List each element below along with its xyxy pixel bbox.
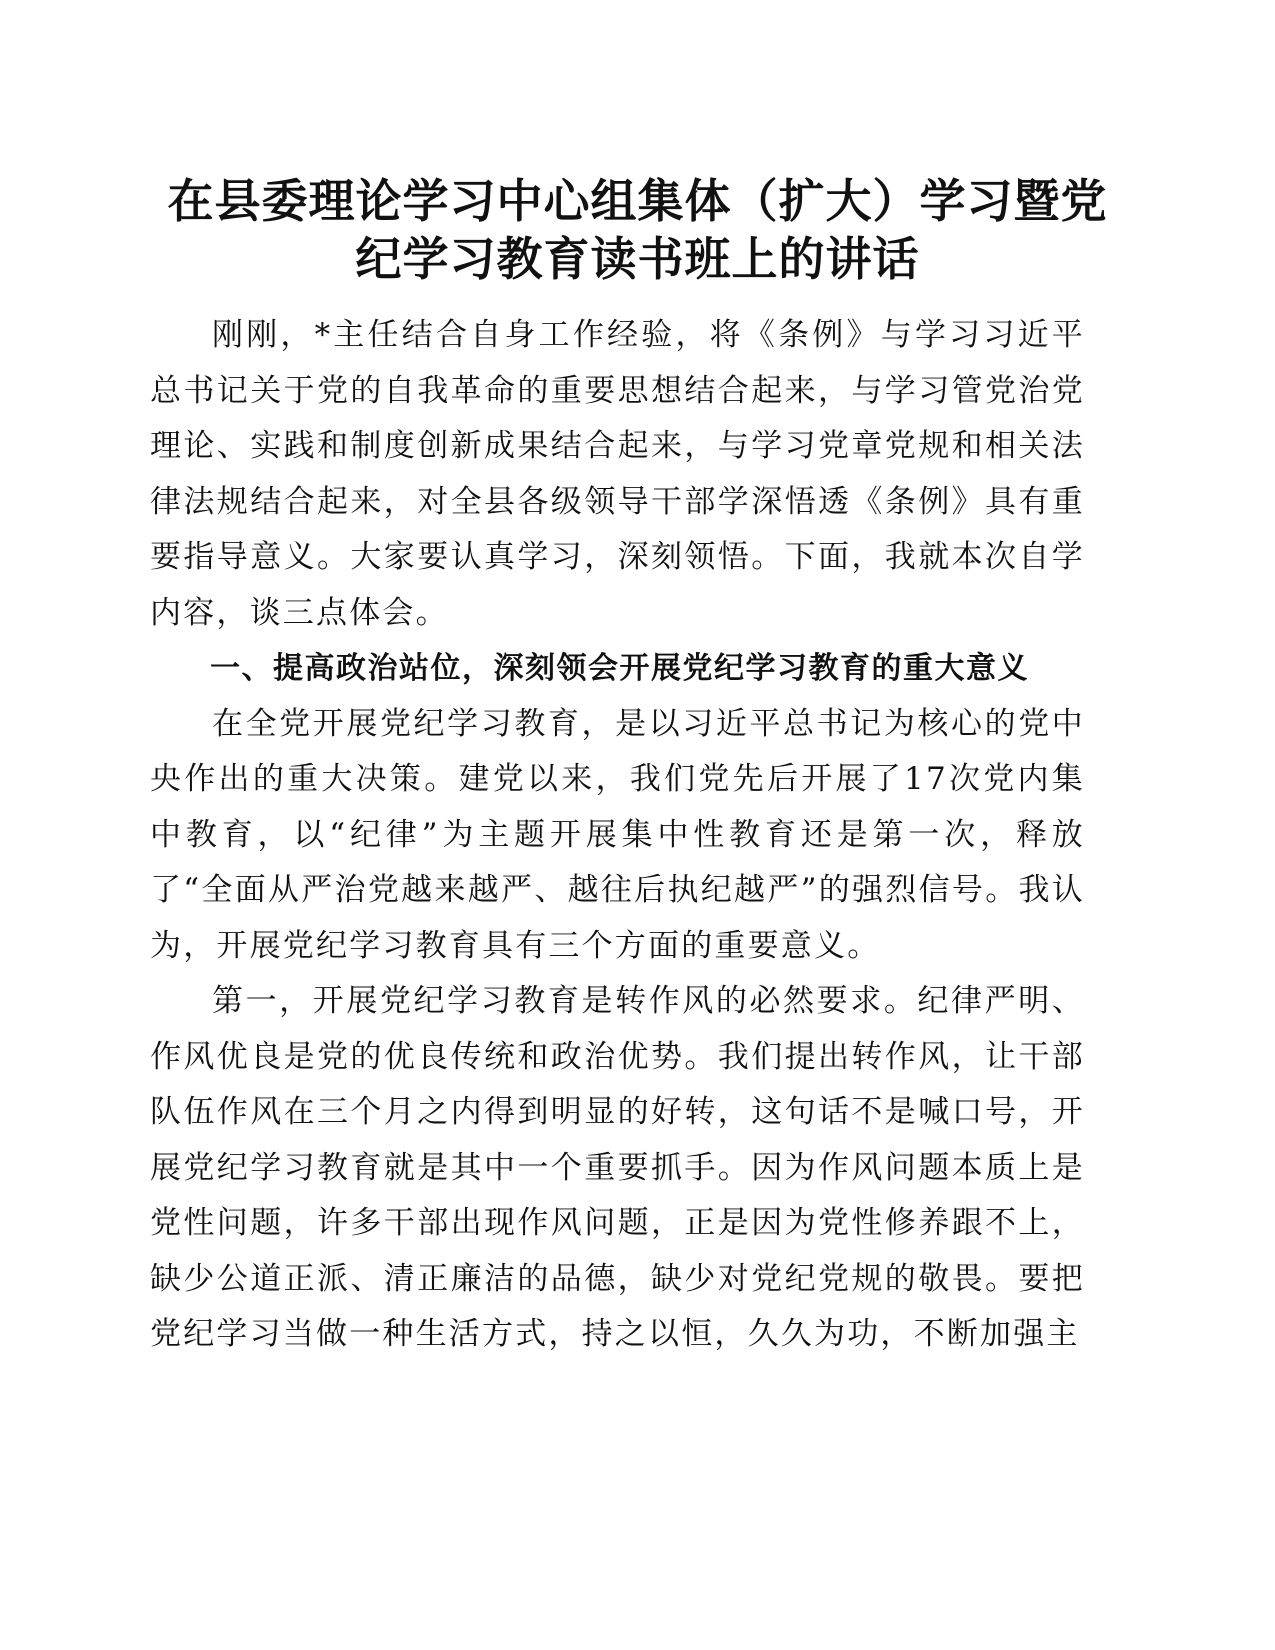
document-body [150,308,1085,1363]
title-line-1: 在县委理论学习中心组集体（扩大）学习暨党 [167,174,1108,228]
section-1-paragraph-2: 第一，开展党纪学习教育是转作风的必然要求。纪律严明、作风优良是党的优良传统和政治优势。我们提出转作风，让干部队伍作风在三个月之内得到明显的好转，这句话不是喊口号，开展党纪学习教育就是其中一个重要抓手。因为作风问题本质上是党性问题，许多干部出现作风问题，正是因为党性修养跟不上，缺少公道正派、清正廉洁的品德，缺少对党纪党规的敬畏。要把党纪学习当做一种生活方式，持之以恒，久久为功，不断加强主 [150,983,1085,1352]
intro-paragraph: 刚刚，*主任结合自身工作经验，将《条例》与学习习近平总书记关于党的自我革命的重要思想结合起来，与学习管党治党理论、实践和制度创新成果结合起来，与学习党章党规和相关法律法规结合起来，对全县各级领导干部学深悟透《条例》具有重要指导意义。大家要认真学习，深刻领悟。下面，我就本次自学内容，谈三点体会。 [150,317,1085,631]
section-heading-1: 一、提高政治站位，深刻领会开展党纪学习教育的重大意义 [210,651,1029,686]
document-title [120,172,1155,288]
title-line-2: 纪学习教育读书班上的讲话 [355,232,920,286]
section-1-paragraph-1: 在全党开展党纪学习教育，是以习近平总书记为核心的党中央作出的重大决策。建党以来，我们党先后开展了17次党内集中教育，以“纪律”为主题开展集中性教育还是第一次，释放了“全面从严治党越来越严、越往后执纪越严”的强烈信号。我认为，开展党纪学习教育具有三个方面的重要意义。 [150,705,1085,964]
